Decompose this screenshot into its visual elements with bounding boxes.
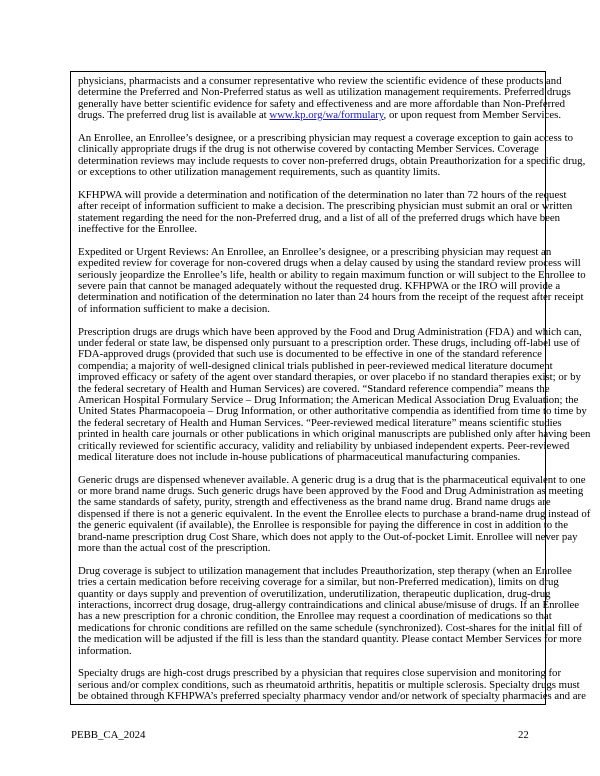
text-line: dispensed if there is not a generic equivalent. In the event the Enrollee elects to purchase a brand-name drug instead of [78,507,591,520]
text-line: ineffective for the Enrollee. [78,223,198,236]
paragraph [78,475,590,555]
text-line: medications for chronic conditions are refilled on the same schedule (synchronized). Cost-shares for the initial fill of [78,621,582,634]
text-line: information. [78,644,132,657]
paragraph [78,190,590,236]
paragraph [78,247,590,315]
text-line: the medication will be adjusted if the fill is less than the standard quantity. Please contact Member Services for more [78,633,582,646]
text-line: compendia; a majority of well-designed clinical trials published in peer-reviewed medical literature document [78,359,553,372]
text-line: or exceptions to other utilization management requirements, such as quantity limits. [78,166,441,179]
text-line: Drug coverage is subject to utilization management that includes Preauthorization, step therapy (when an Enrollee [78,564,572,577]
paragraph [78,566,590,657]
text-line: American Hospital Formulary Service – Drug Information; the American Medical Association Drug Evaluation; the [78,393,579,406]
text-line: clinically appropriate drugs if the drug is not otherwise covered by contacting Member Services. Coverage [78,143,539,156]
text-segment: drugs. The preferred drug list is available at [78,109,270,122]
text-line: tries a certain medication before receiving coverage for a similar, but non-Preferred medication), limits on drug [78,576,559,589]
paragraph [78,76,590,122]
text-line: determination reviews may include requests to cover non-preferred drugs, obtain Preauthorization for a specific drug, [78,154,586,167]
text-line: brand-name prescription drug Cost Share, which does not apply to the Out-of-pocket Limit. Enrollee will never pay [78,530,578,543]
text-line: statement regarding the need for the non-Preferred drug, and a list of all of the preferred drugs which have been [78,211,561,224]
text-line [78,110,590,121]
text-line: interactions, incorrect drug dosage, drug-allergy contraindications and clinical abuse/misuse of drugs. If an Enrollee [78,598,580,611]
document-body [78,76,590,702]
text-line: severe pain that cannot be managed adequately without the requested drug. KFHPWA or the IRO will provide a [78,280,561,293]
page-number: 22 [518,729,529,741]
text-line: KFHPWA will provide a determination and notification of the determination no later than 72 hours of the request [78,188,567,201]
text-line: generally have better scientific evidence for safety and effectiveness and are more affordable than Non-Preferred [78,97,566,110]
text-line: Specialty drugs are high-cost drugs prescribed by a physician that requires close supervision and monitoring for [78,667,562,680]
text-line: has a new prescription for a chronic condition, the Enrollee may request a coordination of medications so that [78,610,552,623]
text-line: the same standards of safety, purity, strength and effectiveness as the brand name drug. Brand name drugs are [78,496,551,509]
text-line: quantity or days supply and prevention of overutilization, underutilization, therapeutic duplication, drug-drug [78,587,551,600]
text-line: expedited review for coverage for non-covered drugs when a delay caused by using the standard review process will [78,257,581,270]
paragraph [78,668,590,702]
text-line: after receipt of information sufficient to make a decision. The prescribing physician must submit an oral or written [78,200,573,213]
text-line: physicians, pharmacists and a consumer representative who review the scientific evidence of these products and [78,75,562,87]
text-line: United States Pharmacopoeia – Drug Information, or other authoritative compendia as identified from time to time by [78,405,587,418]
text-line: the generic equivalent (if available), the Enrollee is responsible for paying the difference in cost in addition to the [78,519,568,532]
text-line: of information sufficient to make a decision. [78,302,270,315]
text-line: seriously jeopardize the Enrollee’s life, health or ability to regain maximum function or will subject to the Enrollee to [78,268,586,281]
text-line: An Enrollee, an Enrollee’s designee, or a prescribing physician may request a coverage exception to gain access to [78,131,573,144]
text-line: Expedited or Urgent Reviews: An Enrollee, an Enrollee’s designee, or a prescribing physician may request an [78,245,552,258]
text-line: the federal secretary of Health and Human Services. “Peer-reviewed medical literature” means scientific studies [78,416,562,429]
text-line: more than the actual cost of the prescription. [78,542,271,555]
text-line: determine the Preferred and Non-Preferred status as well as utilization management requirements. Preferred drugs [78,86,571,99]
paragraph [78,327,590,464]
text-line: critically reviewed for scientific accuracy, validity and reliability by unbiased independent experts. Peer-reviewed [78,439,570,452]
text-line: FDA-approved drugs (provided that such use is documented to be effective in one of the standard reference [78,348,542,361]
text-line: under federal or state law, be dispensed only pursuant to a prescription order. These drugs, including off-label use of [78,336,580,349]
text-line: determination and notification of the determination no later than 24 hours from the receipt of the request after receipt [78,291,584,304]
text-line: serious and/or complex conditions, such as rheumatoid arthritis, hepatitis or multiple sclerosis. Specialty drugs must [78,678,580,691]
text-line: Prescription drugs are drugs which have been approved by the Food and Drug Administration (FDA) and which can, [78,325,582,338]
text-line: printed in health care journals or other publications in which original manuscripts are published only after having been [78,428,591,441]
content-frame [70,71,591,705]
text-line: medical literature does not include in-house publications of pharmaceutical manufacturing companies. [78,450,521,463]
text-segment: , or upon request from Member Services. [383,109,562,122]
text-line: improved efficacy or safety of the agent over standard therapies, or over placebo if no standard therapies exist; or by [78,371,581,384]
paragraph [78,133,590,179]
text-line: Generic drugs are dispensed whenever available. A generic drug is a drug that is the pharmaceutical equivalent to one [78,473,586,486]
text-line: the federal secretary of Health and Human Services) are covered. “Standard reference compendia” means the [78,382,550,395]
text-line: or more brand name drugs. Such generic drugs have been approved by the Food and Drug Administration as meeting [78,485,584,498]
formulary-link[interactable]: www.kp.org/wa/formulary [269,109,384,122]
footer-document-id: PEBB_CA_2024 [71,729,146,741]
text-line: be obtained through KFHPWA’s preferred specialty pharmacy vendor and/or network of specialty pharmacies and are [78,690,586,703]
